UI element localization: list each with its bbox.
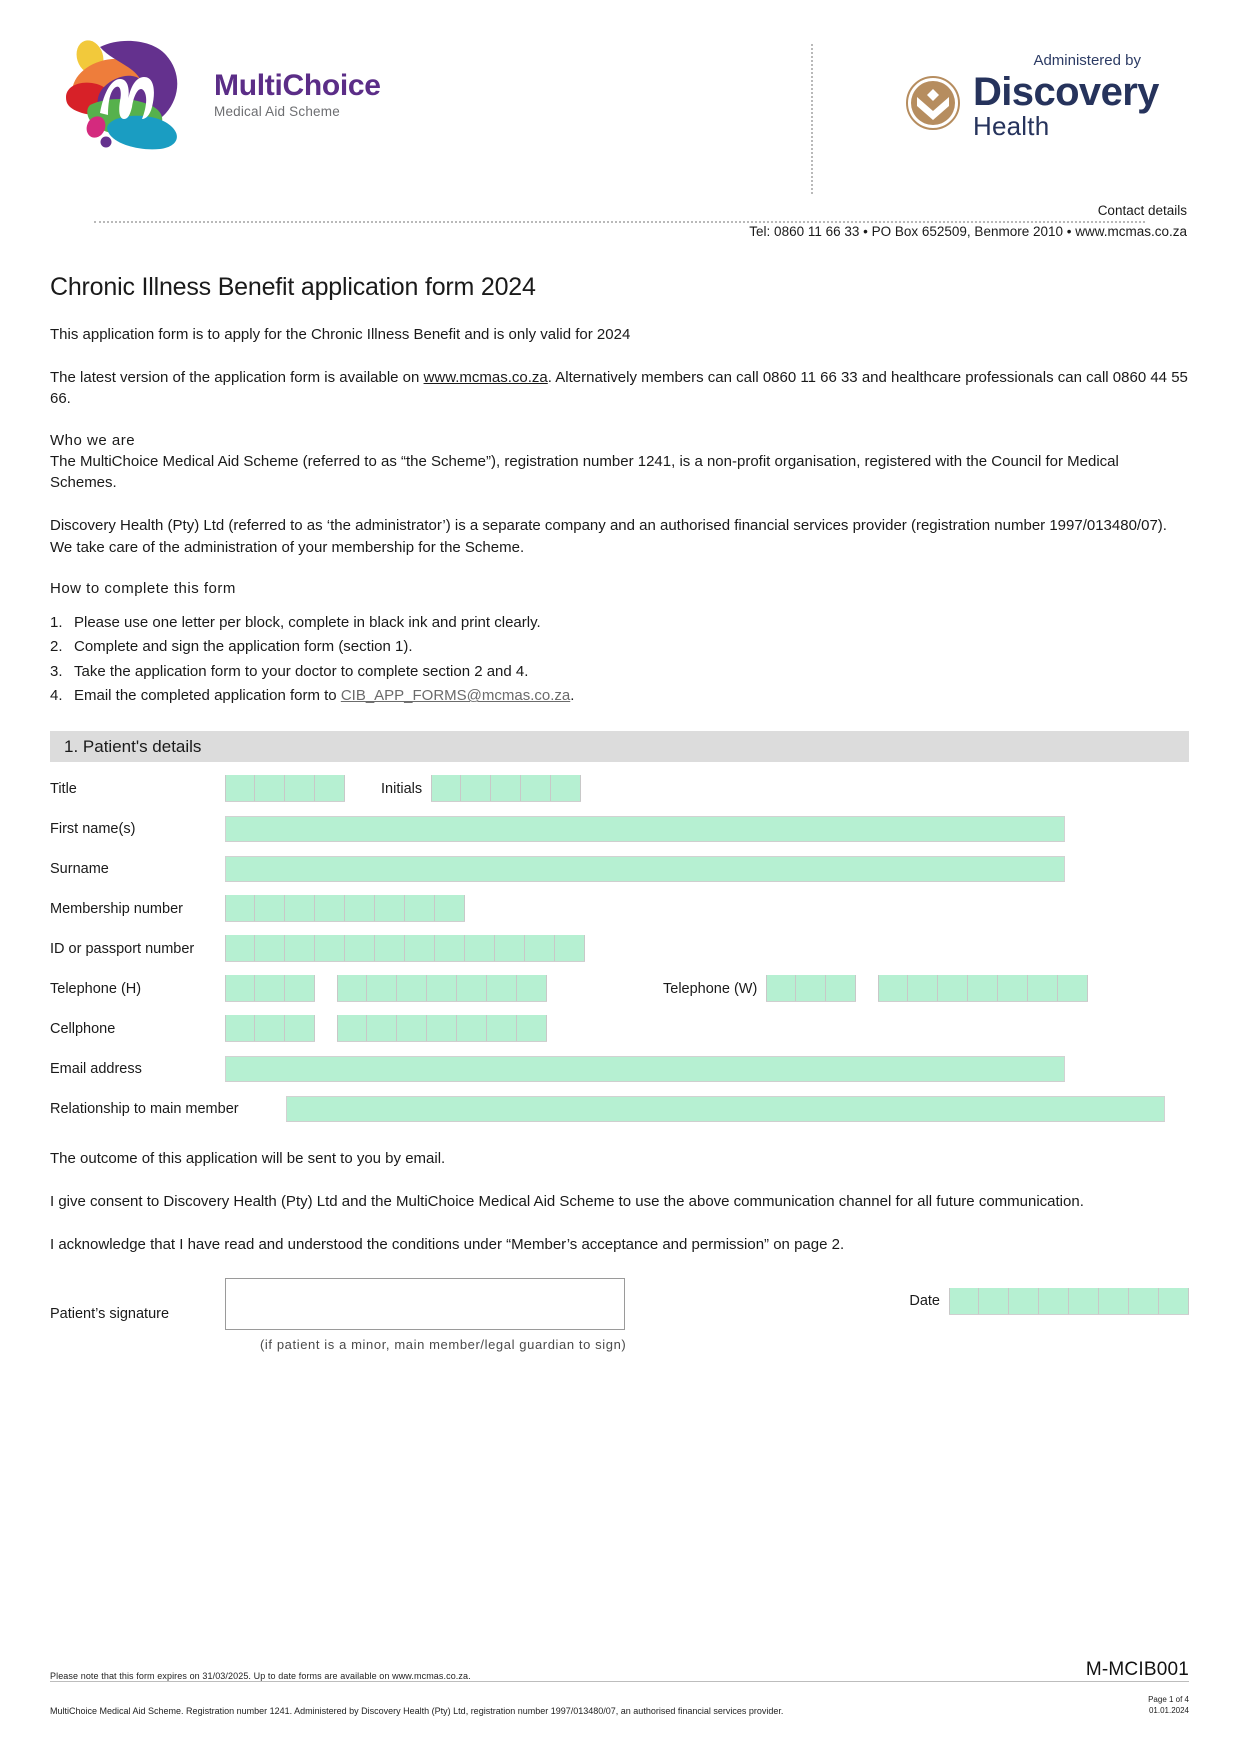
step-text: Take the application form to your doctor to complete section 2 and 4. [74, 662, 529, 680]
step-text-pre: Email the completed application form to [74, 687, 341, 705]
email-address-input[interactable] [225, 1056, 1065, 1082]
step-text: Complete and sign the application form (section 1). [74, 638, 413, 656]
list-item [50, 660, 1189, 684]
discovery-name: Discovery [973, 70, 1159, 114]
step-text: Please use one letter per block, complete in black ink and print clearly. [74, 613, 541, 631]
membership-number-input[interactable] [225, 895, 465, 922]
initials-input[interactable] [431, 775, 581, 802]
char-cell[interactable] [285, 975, 315, 1001]
char-cell[interactable] [435, 895, 465, 921]
char-cell[interactable] [255, 935, 285, 961]
char-cell[interactable] [337, 975, 367, 1001]
version-date: 01.01.2024 [1148, 1705, 1189, 1715]
char-cell[interactable] [225, 895, 255, 921]
administered-by-label: Administered by [1033, 52, 1141, 69]
patient-signature-input[interactable] [225, 1278, 625, 1330]
outcome-note: The outcome of this application will be sent to you by email. [50, 1149, 446, 1167]
cellphone-number-input[interactable] [337, 1015, 547, 1042]
step-number: 2. [50, 638, 63, 656]
char-cell[interactable] [315, 895, 345, 921]
char-cell[interactable] [255, 1015, 285, 1041]
char-cell[interactable] [397, 1015, 427, 1041]
char-cell[interactable] [1028, 975, 1058, 1001]
step-number: 4. [50, 687, 63, 705]
multichoice-mark-icon [60, 35, 198, 150]
form-code: M-MCIB001 [1085, 1659, 1189, 1681]
char-cell[interactable] [255, 895, 285, 921]
discovery-health-logo [905, 52, 1159, 142]
title-input[interactable] [225, 775, 345, 802]
administrator-paragraph: Discovery Health (Pty) Ltd (referred to as ‘the administrator’) is a separate company and an authorised financial services provider (registration number 1997/013480/07). We take care of the administration of your membership for the Scheme. [50, 517, 1167, 556]
cellphone-code-input[interactable] [225, 1015, 315, 1042]
label-email-address: Email address [50, 1060, 142, 1077]
label-date: Date [909, 1293, 940, 1310]
label-telephone-h: Telephone (H) [50, 980, 142, 997]
char-cell[interactable] [461, 775, 491, 801]
surname-input[interactable] [225, 856, 1065, 882]
char-cell[interactable] [968, 975, 998, 1001]
instructions-list [50, 611, 1189, 709]
char-cell[interactable] [315, 935, 345, 961]
intro-paragraph: This application form is to apply for the Chronic Illness Benefit and is only valid for 2024 [50, 325, 631, 343]
availability-post: . Alternatively members can call 0860 11 66 33 and healthcare professionals can call 0860 44 55 66. [50, 369, 1188, 408]
form-row-first-names [50, 812, 1189, 846]
page-title: Chronic Illness Benefit application form 2024 [50, 272, 536, 301]
who-we-are-body: The MultiChoice Medical Aid Scheme (referred to as “the Scheme”), registration number 1241, is a non-profit organisation, registered with the Council for Medical Schemes. [50, 452, 1119, 492]
char-cell[interactable] [435, 935, 465, 961]
form-row-telephone [50, 972, 1189, 1006]
form-row-surname [50, 852, 1189, 886]
char-cell[interactable] [457, 1015, 487, 1041]
step-text-post: . [570, 687, 575, 705]
contact-heading: Contact details [1097, 203, 1187, 218]
char-cell[interactable] [487, 1015, 517, 1041]
char-cell[interactable] [285, 1015, 315, 1041]
label-surname: Surname [50, 860, 109, 877]
header-vertical-divider [811, 44, 814, 194]
char-cell[interactable] [525, 935, 555, 961]
telephone-w-code-input[interactable] [766, 975, 856, 1002]
char-cell[interactable] [375, 935, 405, 961]
telephone-h-code-input[interactable] [225, 975, 315, 1002]
char-cell[interactable] [517, 975, 547, 1001]
header-horizontal-divider [94, 221, 1145, 223]
brand-name: MultiChoice [214, 69, 381, 103]
char-cell[interactable] [796, 975, 826, 1001]
form-row-relationship [50, 1092, 1189, 1126]
telephone-h-number-input[interactable] [337, 975, 547, 1002]
signature-row [50, 1278, 1189, 1352]
char-cell[interactable] [878, 975, 908, 1001]
char-cell[interactable] [1058, 975, 1088, 1001]
form-row-id-passport [50, 932, 1189, 966]
char-cell[interactable] [255, 775, 285, 801]
char-cell[interactable] [345, 895, 375, 921]
char-cell[interactable] [225, 775, 255, 801]
multichoice-wordmark [214, 66, 381, 119]
char-cell[interactable] [427, 1015, 457, 1041]
char-cell[interactable] [1129, 1288, 1159, 1314]
form-row-email [50, 1052, 1189, 1086]
char-cell[interactable] [285, 935, 315, 961]
discovery-chevron-icon [905, 75, 961, 131]
list-item [50, 611, 1189, 635]
char-cell[interactable] [491, 775, 521, 801]
step-number: 1. [50, 613, 63, 631]
availability-paragraph [50, 367, 1189, 410]
patient-details-form [50, 772, 1189, 1126]
date-field-group [909, 1278, 1189, 1315]
availability-pre: The latest version of the application form is available on [50, 369, 424, 387]
char-cell[interactable] [225, 935, 255, 961]
label-patient-signature: Patient’s signature [50, 1305, 170, 1322]
char-cell[interactable] [1069, 1288, 1099, 1314]
label-membership-number: Membership number [50, 900, 183, 917]
char-cell[interactable] [255, 975, 285, 1001]
page-number: Page 1 of 4 [1148, 1695, 1189, 1705]
signature-note: (if patient is a minor, main member/legal guardian to sign) [260, 1336, 627, 1352]
char-cell[interactable] [826, 975, 856, 1001]
page-header [50, 0, 1189, 185]
id-passport-input[interactable] [225, 935, 585, 962]
char-cell[interactable] [551, 775, 581, 801]
char-cell[interactable] [908, 975, 938, 1001]
form-expiry-note: Please note that this form expires on 31/03/2025. Up to date forms are available on www.mcmas.co.za. [50, 1671, 471, 1682]
char-cell[interactable] [1039, 1288, 1069, 1314]
char-cell[interactable] [1159, 1288, 1189, 1314]
char-cell[interactable] [397, 975, 427, 1001]
char-cell[interactable] [337, 1015, 367, 1041]
char-cell[interactable] [938, 975, 968, 1001]
char-cell[interactable] [367, 1015, 397, 1041]
acknowledgement-note: I acknowledge that I have read and understood the conditions under “Member’s acceptance and permission” on page 2. [50, 1236, 845, 1254]
who-we-are-heading: Who we are [50, 431, 136, 449]
char-cell[interactable] [427, 975, 457, 1001]
char-cell[interactable] [487, 975, 517, 1001]
relationship-input[interactable] [286, 1096, 1165, 1122]
char-cell[interactable] [495, 935, 525, 961]
char-cell[interactable] [1009, 1288, 1039, 1314]
date-input[interactable] [949, 1288, 1189, 1315]
char-cell[interactable] [225, 975, 255, 1001]
form-row-title-initials [50, 772, 1189, 806]
char-cell[interactable] [457, 975, 487, 1001]
how-to-complete-heading: How to complete this form [50, 579, 236, 597]
telephone-w-number-input[interactable] [878, 975, 1088, 1002]
label-first-names: First name(s) [50, 820, 136, 837]
step-number: 3. [50, 662, 63, 680]
char-cell[interactable] [555, 935, 585, 961]
char-cell[interactable] [405, 895, 435, 921]
label-id-passport: ID or passport number [50, 940, 195, 957]
char-cell[interactable] [225, 1015, 255, 1041]
char-cell[interactable] [521, 775, 551, 801]
section-header-patient-details: 1. Patient's details [50, 731, 1189, 762]
char-cell[interactable] [367, 975, 397, 1001]
multichoice-logo [60, 35, 381, 150]
label-telephone-w: Telephone (W) [663, 980, 758, 997]
list-item [50, 684, 1189, 708]
footer-divider [50, 1681, 1189, 1682]
char-cell[interactable] [465, 935, 495, 961]
consent-note: I give consent to Discovery Health (Pty) Ltd and the MultiChoice Medical Aid Scheme to use the above communication channel for all future communication. [50, 1192, 1084, 1210]
list-item [50, 635, 1189, 659]
char-cell[interactable] [998, 975, 1028, 1001]
char-cell[interactable] [375, 895, 405, 921]
brand-subtitle: Medical Aid Scheme [214, 103, 340, 119]
char-cell[interactable] [949, 1288, 979, 1314]
page-footer [50, 1659, 1189, 1716]
char-cell[interactable] [345, 935, 375, 961]
label-cellphone: Cellphone [50, 1020, 116, 1037]
char-cell[interactable] [405, 935, 435, 961]
form-row-membership-number [50, 892, 1189, 926]
char-cell[interactable] [1099, 1288, 1129, 1314]
char-cell[interactable] [285, 895, 315, 921]
footer-legal-text: MultiChoice Medical Aid Scheme. Registration number 1241. Administered by Discovery Health (Pty) Ltd, registration number 1997/013480/07, an authorised financial services provider. [50, 1706, 784, 1716]
form-row-cellphone [50, 1012, 1189, 1046]
char-cell[interactable] [431, 775, 461, 801]
label-title: Title [50, 780, 77, 797]
char-cell[interactable] [315, 775, 345, 801]
label-initials: Initials [381, 780, 423, 797]
discovery-health-word: Health [973, 111, 1050, 142]
contact-line: Tel: 0860 11 66 33 • PO Box 652509, Benmore 2010 • www.mcmas.co.za [749, 223, 1187, 239]
first-names-input[interactable] [225, 816, 1065, 842]
mcmas-website-link[interactable]: www.mcmas.co.za [423, 369, 548, 387]
char-cell[interactable] [979, 1288, 1009, 1314]
label-relationship: Relationship to main member [50, 1100, 239, 1117]
cib-app-forms-email-link[interactable]: CIB_APP_FORMS@mcmas.co.za [340, 687, 571, 705]
char-cell[interactable] [766, 975, 796, 1001]
char-cell[interactable] [517, 1015, 547, 1041]
char-cell[interactable] [285, 775, 315, 801]
